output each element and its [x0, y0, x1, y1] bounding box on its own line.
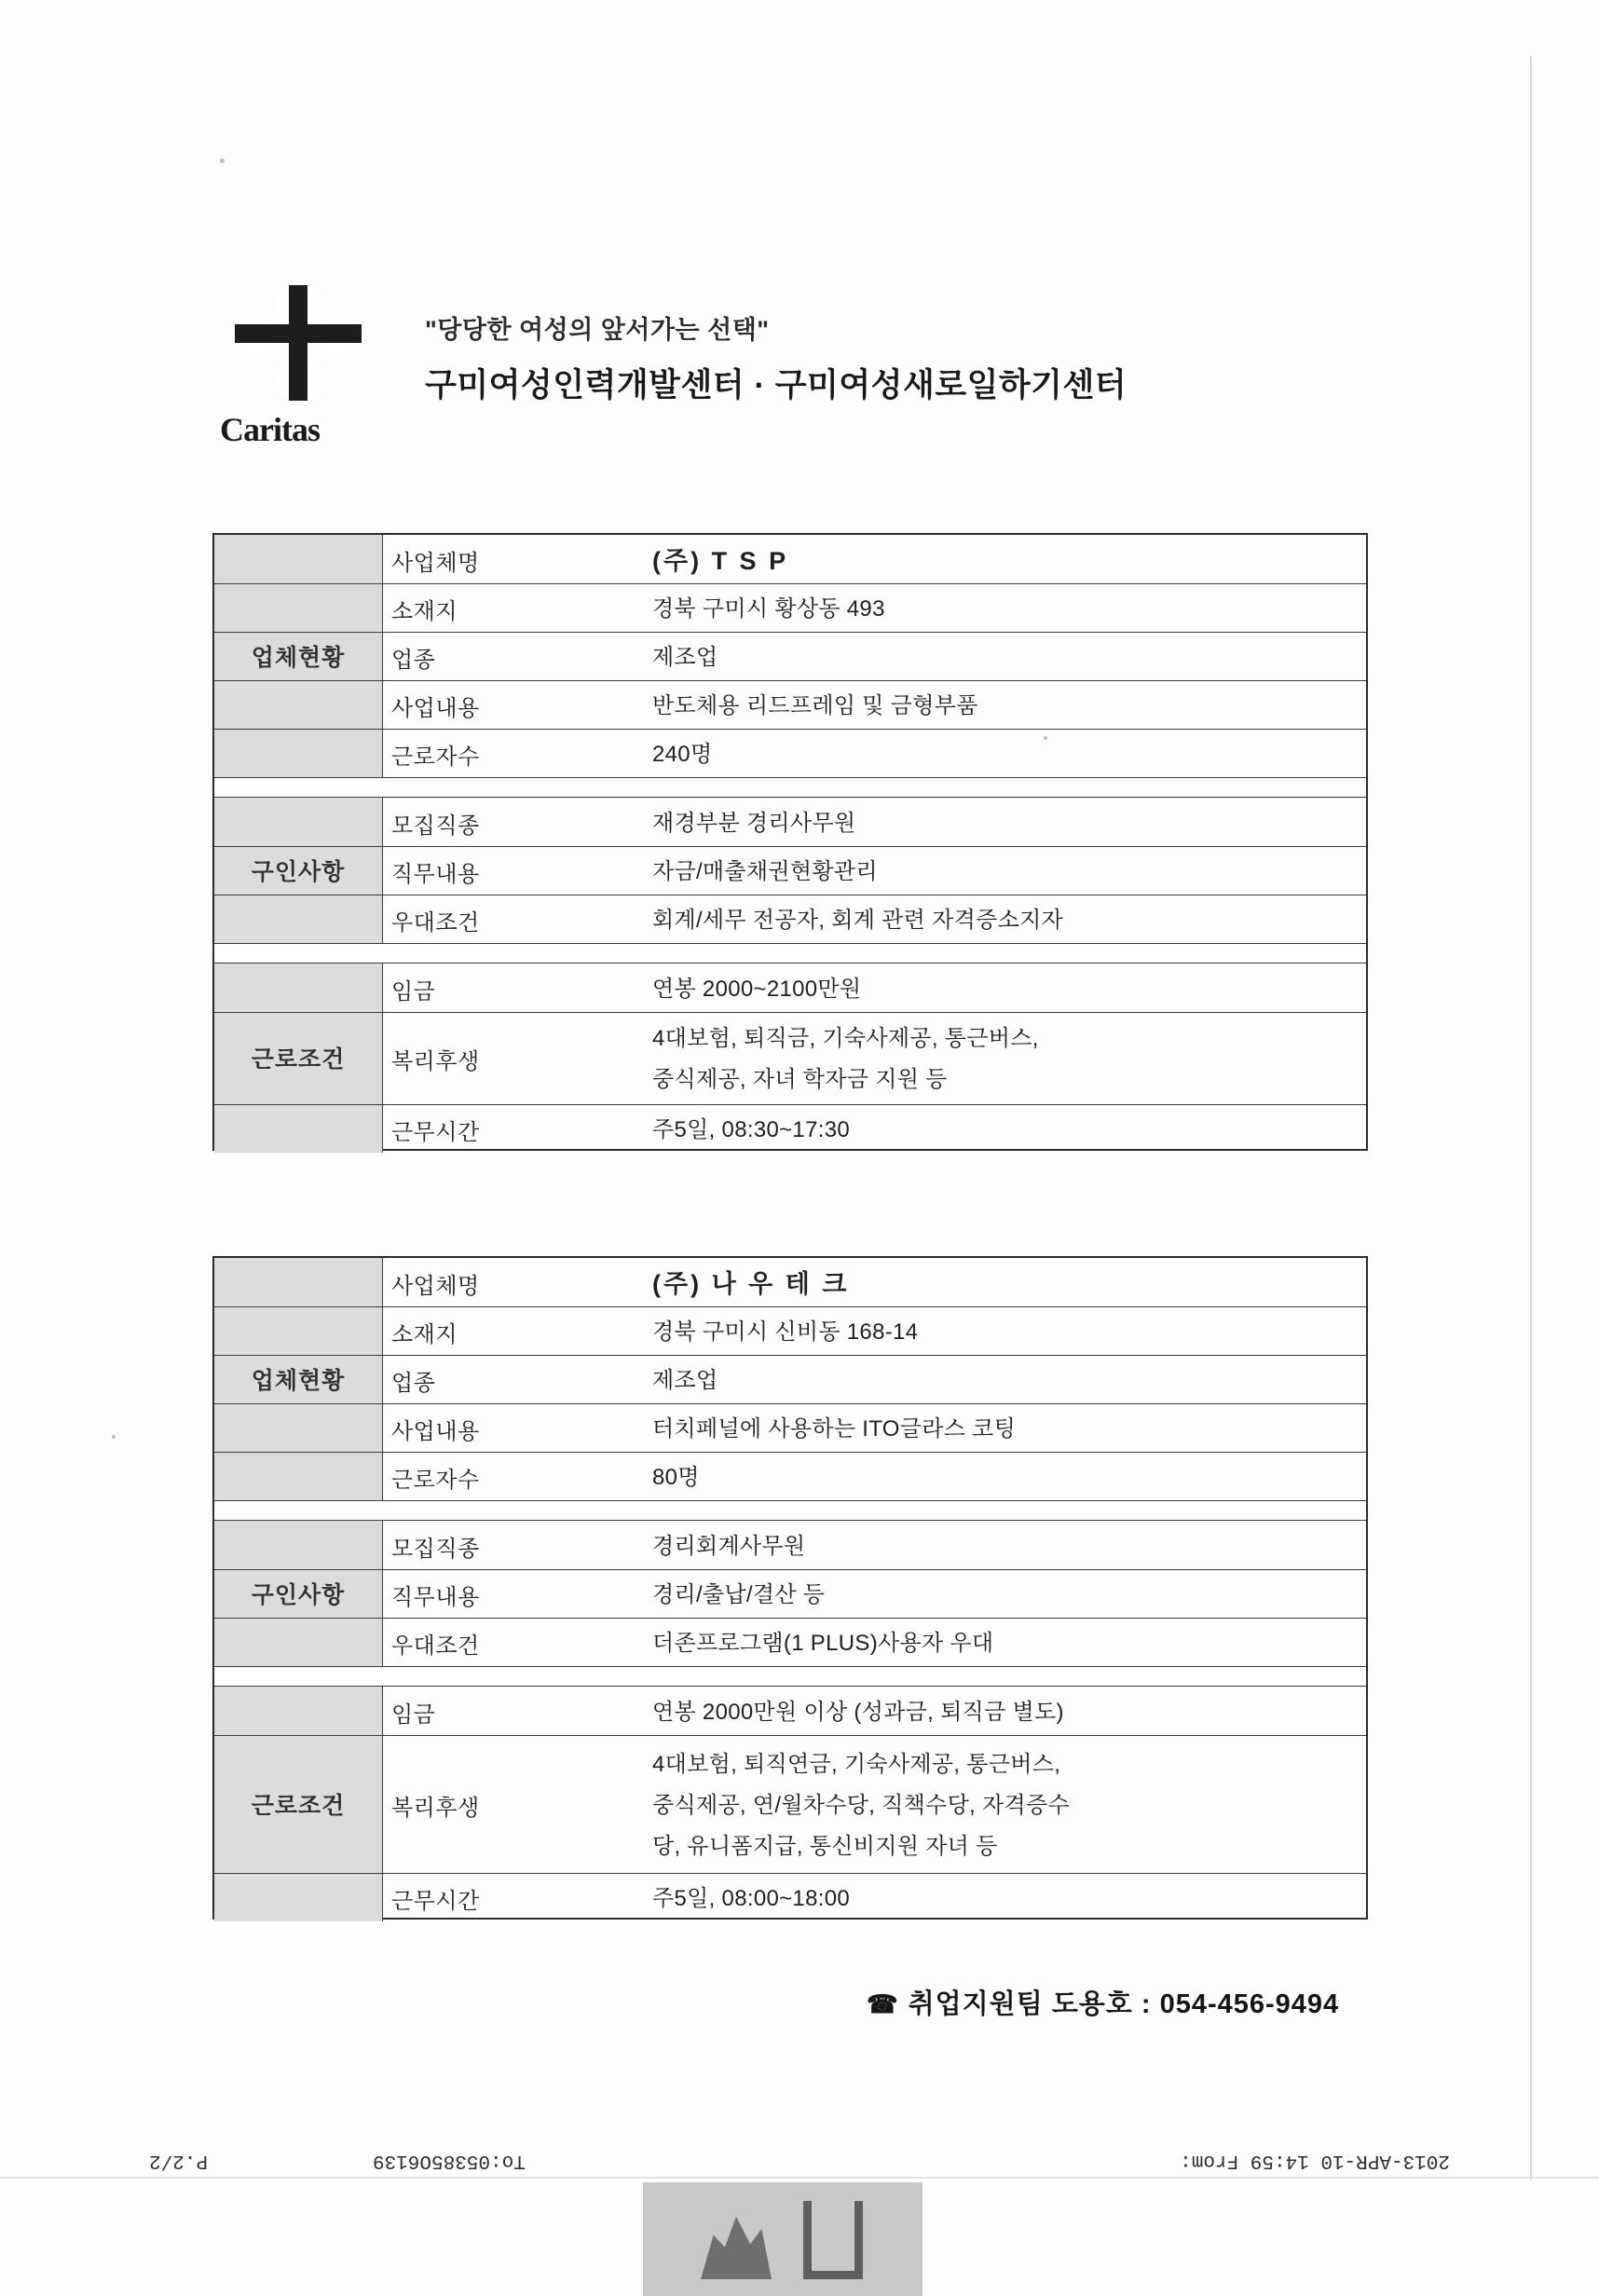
section-header-cell [214, 1521, 382, 1666]
row-value: 더존프로그램(1 PLUS)사용자 우대 [652, 1631, 994, 1656]
row-label: 근무시간 [391, 1889, 480, 1915]
fax-footer [0, 2134, 1599, 2171]
table-row-divider [214, 1873, 1366, 1874]
table-block-gap [214, 944, 1366, 963]
contact-text: 취업지원팀 도용호 : 054-456-9494 [908, 1989, 1340, 2019]
table-column-divider [382, 964, 383, 1153]
section-header-label: 구인사항 [251, 1582, 346, 1608]
table-block-divider [214, 797, 1366, 798]
row-value: 재경부분 경리사무원 [652, 811, 856, 836]
row-value: 회계/세무 전공자, 회계 관련 자격증소지자 [652, 908, 1064, 933]
table-row-divider [214, 1569, 1366, 1570]
row-label: 사업체명 [391, 1274, 480, 1299]
table-block-divider [214, 963, 1366, 964]
table-column-divider [382, 1687, 383, 1921]
row-label: 직무내용 [391, 1585, 480, 1610]
row-label: 근로자수 [391, 745, 480, 770]
caritas-wordmark: Caritas [220, 411, 320, 448]
row-label: 사업체명 [391, 551, 480, 576]
row-label: 업종 [391, 648, 436, 673]
table-block-gap [214, 778, 1366, 797]
row-label: 우대조건 [391, 1633, 480, 1659]
scanner-artifact [643, 2182, 922, 2296]
fax-from-stamp: 2013-APR-10 14:59 From: [1180, 2150, 1450, 2171]
section-header-cell [214, 798, 382, 943]
contact-line [867, 1983, 1339, 2021]
row-label: 소재지 [391, 1322, 458, 1347]
row-label: 우대조건 [391, 910, 480, 936]
row-label: 사업내용 [391, 1419, 480, 1444]
scanner-artifact-mark-b [803, 2201, 863, 2279]
row-value: 터치페널에 사용하는 ITO글라스 코팅 [652, 1416, 1017, 1442]
company-table [212, 533, 1368, 1151]
row-value: 240명 [652, 742, 713, 767]
telephone-icon: ☎ [867, 1990, 899, 2018]
row-label: 모집직종 [391, 813, 480, 839]
row-label: 근로자수 [391, 1468, 480, 1493]
section-header-cell [214, 535, 382, 777]
table-row-divider [214, 1618, 1366, 1619]
table-column-divider [382, 535, 383, 777]
row-label: 사업내용 [391, 696, 480, 721]
table-row-divider [214, 583, 1366, 584]
scan-speck [220, 158, 225, 163]
row-label: 소재지 [391, 599, 458, 624]
table-column-divider [382, 798, 383, 943]
row-value: 경리/출납/결산 등 [652, 1582, 826, 1607]
scan-edge-right [1530, 56, 1532, 2180]
scan-edge-bottom [0, 2177, 1599, 2179]
table-column-divider [382, 1521, 383, 1666]
table-row-divider [214, 1735, 1366, 1736]
table-block-divider [214, 1520, 1366, 1521]
table-row-divider [214, 846, 1366, 847]
fax-page-number: P.2/2 [149, 2150, 209, 2171]
scan-speck [112, 1435, 116, 1439]
row-value: 주5일, 08:00~18:00 [652, 1886, 850, 1912]
section-header-cell [214, 1687, 382, 1921]
row-label: 임금 [391, 979, 436, 1004]
section-header-label: 근로조건 [251, 1793, 346, 1820]
caritas-cross-icon [233, 283, 363, 404]
table-row-divider [214, 632, 1366, 633]
row-label: 근무시간 [391, 1119, 480, 1145]
table-block-divider [214, 1686, 1366, 1687]
row-value: 제조업 [652, 1368, 718, 1393]
row-label: 복리후생 [391, 1049, 480, 1075]
table-row-divider [214, 1403, 1366, 1404]
section-header-label: 구인사항 [251, 859, 346, 885]
row-value: 반도체용 리드프레임 및 금형부품 [652, 693, 978, 718]
section-header-label: 근로조건 [251, 1046, 346, 1073]
scanner-artifact-mark-a [701, 2203, 772, 2279]
table-column-divider [382, 1258, 383, 1500]
table-row-divider [214, 1012, 1366, 1013]
table-block-gap [214, 1501, 1366, 1520]
row-value: (주) 나 우 테 크 [652, 1270, 850, 1298]
row-value: 연봉 2000~2100만원 [652, 977, 862, 1002]
section-header-label: 업체현황 [251, 645, 346, 671]
row-value: (주) T S P [652, 547, 789, 575]
section-header-cell [214, 964, 382, 1153]
section-header-cell [214, 1258, 382, 1500]
company-table [212, 1256, 1368, 1920]
table-row-divider [214, 1104, 1366, 1105]
row-label: 임금 [391, 1702, 436, 1728]
document-header [212, 280, 1424, 466]
row-label: 복리후생 [391, 1796, 480, 1822]
row-label: 모집직종 [391, 1537, 480, 1562]
section-header-label: 업체현황 [251, 1368, 346, 1394]
row-value: 80명 [652, 1465, 700, 1490]
row-value: 4대보험, 퇴직연금, 기숙사제공, 통근버스, 중식제공, 연/월차수당, 직책수당, 자격증수 당, 유니폼지급, 통신비지원 자녀 등 [652, 1752, 1071, 1860]
row-value: 제조업 [652, 645, 718, 670]
fax-to-number: To:05385O6139 [373, 2150, 526, 2171]
center-name-text: 구미여성인력개발센터 · 구미여성새로일하기센터 [425, 367, 1128, 403]
table-row-divider [214, 1452, 1366, 1453]
row-value: 경북 구미시 신비동 168-14 [652, 1319, 919, 1345]
row-value: 경북 구미시 황상동 493 [652, 596, 885, 622]
table-row-divider [214, 680, 1366, 681]
table-row-divider [214, 1355, 1366, 1356]
table-row-divider [214, 1306, 1366, 1307]
table-row-divider [214, 729, 1366, 730]
row-label: 업종 [391, 1371, 436, 1396]
row-value: 연봉 2000만원 이상 (성과금, 퇴직금 별도) [652, 1700, 1064, 1725]
row-label: 직무내용 [391, 862, 480, 887]
row-value: 경리회계사무원 [652, 1534, 806, 1559]
row-value: 자금/매출채권현황관리 [652, 859, 878, 884]
row-value: 주5일, 08:30~17:30 [652, 1116, 850, 1142]
slogan-text: "당당한 여성의 앞서가는 선택" [425, 316, 770, 344]
row-value: 4대보험, 퇴직금, 기숙사제공, 통근버스, 중식제공, 자녀 학자금 지원 등 [652, 1026, 1039, 1093]
table-block-gap [214, 1667, 1366, 1686]
caritas-logo [212, 280, 380, 457]
